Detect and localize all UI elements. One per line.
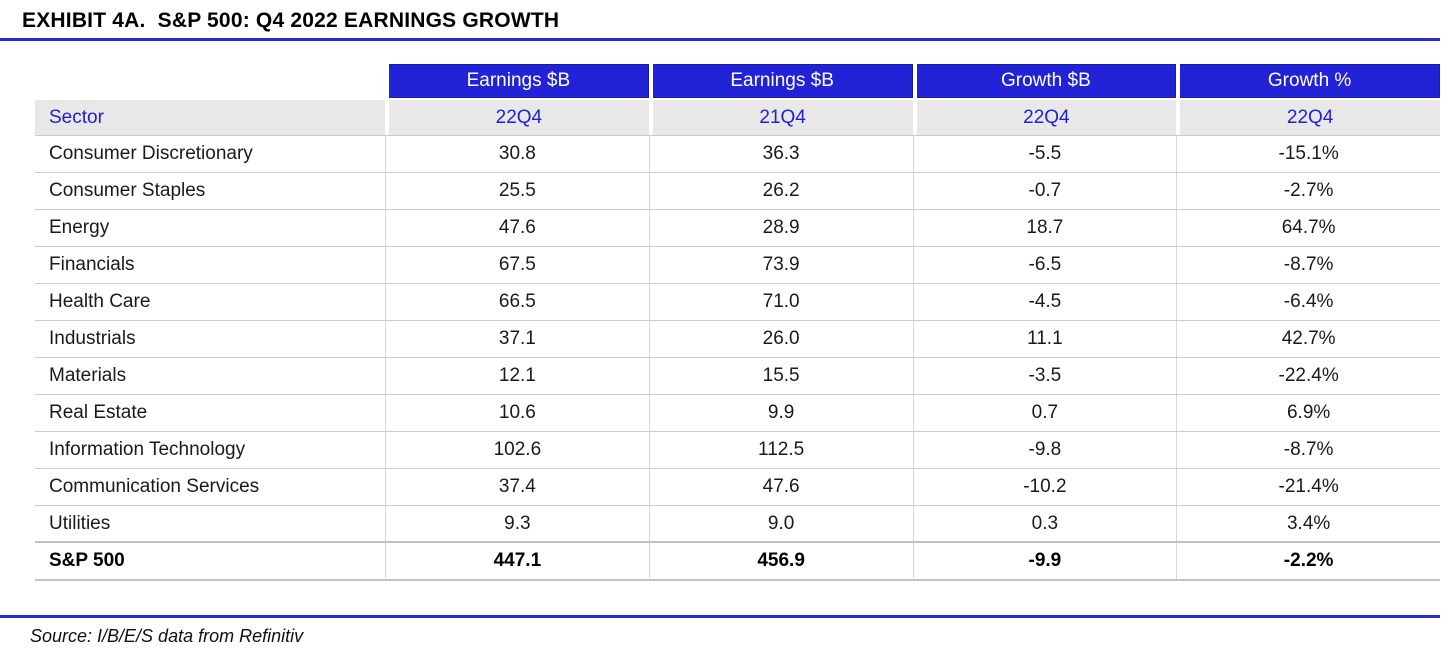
growth-pct: -15.1% <box>1176 136 1440 172</box>
growth-b: -6.5 <box>913 247 1177 283</box>
total-sector-name: S&P 500 <box>49 550 125 571</box>
table-row <box>35 506 1440 543</box>
table-row <box>35 358 1440 395</box>
total-earnings-22q4: 447.1 <box>385 543 649 579</box>
table-row <box>35 173 1440 210</box>
growth-b: -0.7 <box>913 173 1177 209</box>
earnings-21q4: 112.5 <box>649 432 913 468</box>
col-header-earnings-22q4: Earnings $B <box>389 64 649 98</box>
source-note: Source: I/B/E/S data from Refinitiv <box>30 626 304 646</box>
growth-b: 18.7 <box>913 210 1177 246</box>
growth-b: 0.3 <box>913 506 1177 541</box>
earnings-21q4: 73.9 <box>649 247 913 283</box>
growth-b: -5.5 <box>913 136 1177 172</box>
table-row <box>35 395 1440 432</box>
earnings-22q4: 12.1 <box>385 358 649 394</box>
sector-name: Real Estate <box>49 402 148 423</box>
sector-name: Communication Services <box>49 476 260 497</box>
header-spacer-cell <box>35 64 385 98</box>
growth-pct: -2.7% <box>1176 173 1440 209</box>
col-header-growth-b: Growth $B <box>917 64 1177 98</box>
sector-name: Consumer Discretionary <box>49 143 253 164</box>
period-label-22q4-growth-b: 22Q4 <box>917 100 1177 135</box>
earnings-22q4: 10.6 <box>385 395 649 431</box>
growth-pct: -21.4% <box>1176 469 1440 505</box>
growth-b: -10.2 <box>913 469 1177 505</box>
earnings-21q4: 28.9 <box>649 210 913 246</box>
sector-name: Consumer Staples <box>49 180 206 201</box>
earnings-22q4: 30.8 <box>385 136 649 172</box>
sector-name: Utilities <box>49 512 111 534</box>
table-row <box>35 432 1440 469</box>
earnings-22q4: 47.6 <box>385 210 649 246</box>
earnings-22q4: 67.5 <box>385 247 649 283</box>
growth-pct: -8.7% <box>1176 432 1440 468</box>
period-label-21q4-earnings: 21Q4 <box>653 100 913 135</box>
period-label-22q4-growth-pct: 22Q4 <box>1180 100 1440 135</box>
earnings-21q4: 15.5 <box>649 358 913 394</box>
growth-b: -4.5 <box>913 284 1177 320</box>
table-row <box>35 321 1440 358</box>
total-earnings-21q4: 456.9 <box>649 543 913 579</box>
growth-b: 11.1 <box>913 321 1177 357</box>
col-header-growth-pct: Growth % <box>1180 64 1440 98</box>
table-row <box>35 210 1440 247</box>
growth-b: 0.7 <box>913 395 1177 431</box>
earnings-22q4: 25.5 <box>385 173 649 209</box>
sector-column-header: Sector <box>35 100 385 135</box>
earnings-22q4: 37.1 <box>385 321 649 357</box>
table-header-group-row <box>35 64 1440 98</box>
sector-name: Industrials <box>49 328 136 349</box>
table-row <box>35 247 1440 284</box>
sector-name: Materials <box>49 365 127 386</box>
growth-pct: 42.7% <box>1176 321 1440 357</box>
growth-b: -3.5 <box>913 358 1177 394</box>
growth-pct: -22.4% <box>1176 358 1440 394</box>
growth-pct: 64.7% <box>1176 210 1440 246</box>
footer-rule <box>0 615 1440 618</box>
table-row <box>35 136 1440 173</box>
growth-pct: 6.9% <box>1176 395 1440 431</box>
earnings-22q4: 9.3 <box>385 506 649 541</box>
period-label-22q4-earnings: 22Q4 <box>389 100 649 135</box>
sector-name: Financials <box>49 254 135 275</box>
table-row <box>35 284 1440 321</box>
earnings-21q4: 26.2 <box>649 173 913 209</box>
earnings-table <box>35 64 1440 581</box>
title-underline-rule <box>0 38 1440 41</box>
col-header-earnings-21q4: Earnings $B <box>653 64 913 98</box>
total-growth-b: -9.9 <box>913 543 1177 579</box>
sector-name: Information Technology <box>49 439 246 460</box>
earnings-21q4: 47.6 <box>649 469 913 505</box>
sector-name: Health Care <box>49 291 151 312</box>
exhibit-title: EXHIBIT 4A. S&P 500: Q4 2022 EARNINGS GROWTH <box>22 9 560 32</box>
earnings-22q4: 37.4 <box>385 469 649 505</box>
earnings-21q4: 9.0 <box>649 506 913 541</box>
table-period-row <box>35 100 1440 136</box>
earnings-22q4: 102.6 <box>385 432 649 468</box>
earnings-21q4: 9.9 <box>649 395 913 431</box>
growth-pct: -6.4% <box>1176 284 1440 320</box>
table-row <box>35 469 1440 506</box>
growth-pct: -8.7% <box>1176 247 1440 283</box>
total-growth-pct: -2.2% <box>1176 543 1440 579</box>
earnings-21q4: 26.0 <box>649 321 913 357</box>
table-total-row <box>35 543 1440 581</box>
sector-name: Energy <box>49 217 110 238</box>
earnings-21q4: 71.0 <box>649 284 913 320</box>
earnings-21q4: 36.3 <box>649 136 913 172</box>
earnings-22q4: 66.5 <box>385 284 649 320</box>
growth-b: -9.8 <box>913 432 1177 468</box>
growth-pct: 3.4% <box>1176 506 1440 541</box>
